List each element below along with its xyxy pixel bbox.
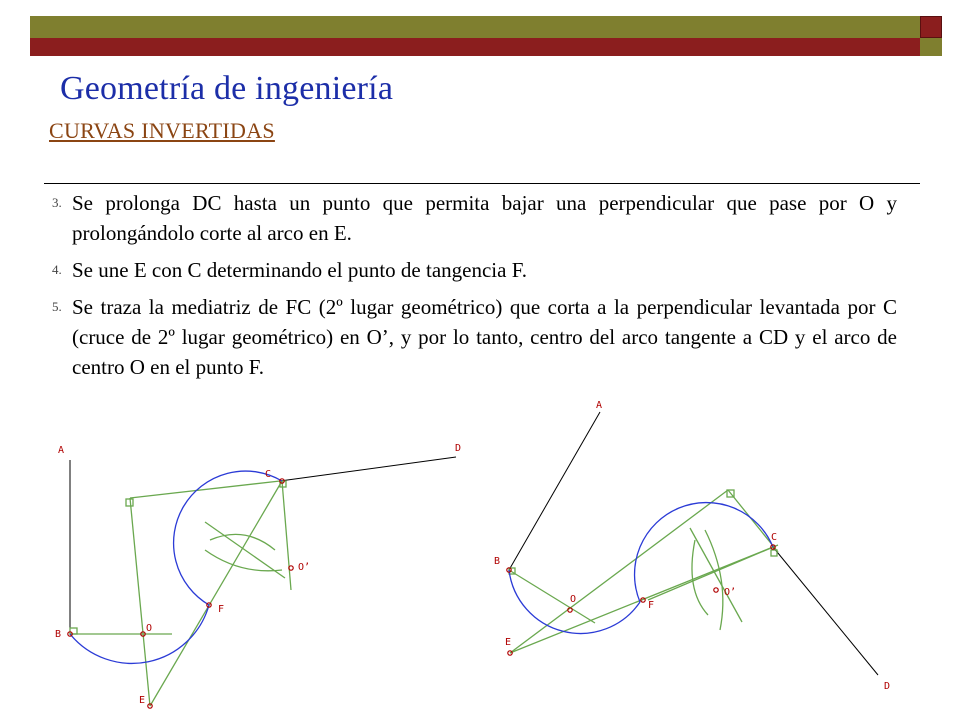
step-text: Se une E con C determinando el punto de tangencia F. [72,258,527,282]
label-O-prime: O’ [298,562,311,573]
corner-square-red [920,16,942,38]
perpendicular-at-C [282,481,291,590]
label-B: B [494,556,501,567]
label-C: C [771,532,778,543]
bisector-FC [205,522,285,578]
label-A: A [596,400,603,411]
list-item [52,188,897,248]
label-F: F [648,600,655,611]
point-O-prime [714,588,718,592]
right-angle-mark [70,628,77,634]
line-EC [150,481,282,706]
line-CD [773,547,878,675]
line-AB [509,412,600,570]
label-D: D [455,443,462,454]
label-F: F [218,604,225,615]
step-number: 3. [52,195,62,210]
step-number: 4. [52,262,62,277]
label-B: B [55,629,62,640]
header-band-olive [30,16,920,38]
step-text: Se prolonga DC hasta un punto que permita bajar una perpendicular que pase por O y prolongándolo corte al arco en E. [72,191,897,245]
label-E: E [139,695,146,706]
step-text: Se traza la mediatriz de FC (2º lugar geométrico) que corta a la perpendicular levantada por C (cruce de 2º lugar geométrico) en O’, y por lo tanto, centro del arco tangente a CD y el arco de centro O en el punto F. [72,295,897,379]
label-D: D [884,681,891,692]
perpendicular-at-C [648,545,778,600]
right-construction-figure [480,390,910,720]
header-band-red [30,38,920,56]
left-construction-figure [0,400,480,720]
line-EC [510,547,773,653]
list-item [52,292,897,382]
line-BO [509,570,595,623]
label-E: E [505,637,512,648]
right-angle-mark [126,499,133,506]
perpendicular-through-O [510,490,728,653]
label-O: O [146,623,153,634]
label-C: C [265,469,272,480]
perpendicular-through-O [130,498,153,706]
label-O: O [570,594,577,605]
page-title: Geometría de ingeniería [60,70,394,107]
divider-line [44,183,920,184]
section-subtitle: CURVAS INVERTIDAS [49,118,275,143]
bisector-FC [690,528,742,622]
top-margin [0,0,960,16]
step-number: 5. [52,299,62,314]
label-A: A [58,445,65,456]
corner-square-olive [920,38,942,56]
list-item [52,255,897,285]
line-CD [280,457,456,481]
steps-list [52,188,897,389]
label-O-prime: O’ [724,587,737,598]
